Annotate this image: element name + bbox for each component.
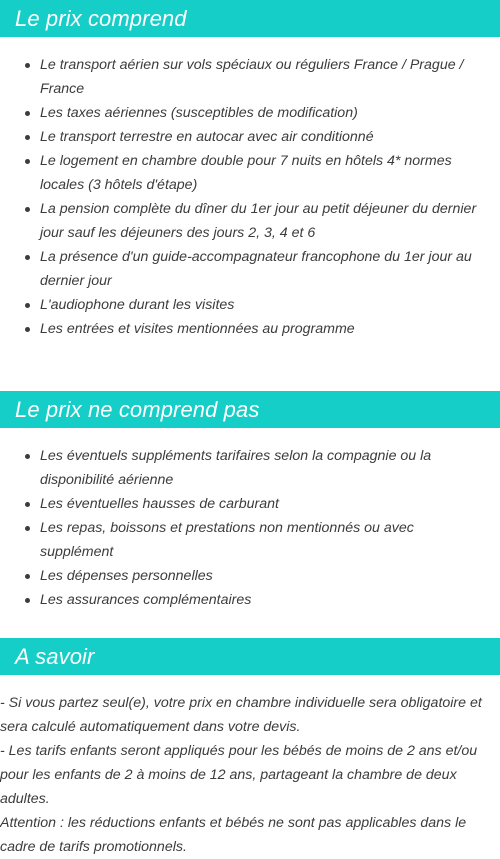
info-paragraph: - Les tarifs enfants seront appliqués pour les bébés de moins de 2 ans et/ou pour les enfants de 2 à moins de 12 ans, partageant la chambre de deux adultes.: [0, 743, 478, 807]
list-item: Les taxes aériennes (susceptibles de modification): [0, 101, 500, 125]
list-item: Les éventuels suppléments tarifaires selon la compagnie ou la disponibilité aérienne: [0, 444, 500, 492]
bullet-icon: [25, 111, 30, 116]
bullet-icon: [25, 526, 30, 531]
list-item: Le transport aérien sur vols spéciaux ou réguliers France / Prague / France: [0, 53, 500, 101]
list-item: La présence d'un guide-accompagnateur francophone du 1er jour au dernier jour: [0, 245, 500, 293]
bullet-icon: [25, 63, 30, 68]
list-item: Le logement en chambre double pour 7 nuits en hôtels 4* normes locales (3 hôtels d'étape): [0, 149, 500, 197]
section-header-info: [0, 638, 500, 675]
included-list: [0, 53, 500, 341]
excluded-list: [0, 444, 500, 612]
list-item: Les assurances complémentaires: [0, 588, 500, 612]
list-item: Le transport terrestre en autocar avec air conditionné: [0, 125, 500, 149]
bullet-icon: [25, 135, 30, 140]
list-item: Les entrées et visites mentionnées au programme: [0, 317, 500, 341]
list-item: La pension complète du dîner du 1er jour au petit déjeuner du dernier jour sauf les déjeuners des jours 2, 3, 4 et 6: [0, 197, 500, 245]
bullet-icon: [25, 159, 30, 164]
section-title-info: A savoir: [15, 643, 95, 669]
list-item: L'audiophone durant les visites: [0, 293, 500, 317]
bullet-icon: [25, 598, 30, 603]
list-item: Les repas, boissons et prestations non mentionnés ou avec supplément: [0, 516, 500, 564]
bullet-icon: [25, 454, 30, 459]
bullet-icon: [25, 207, 30, 212]
list-item: Les éventuelles hausses de carburant: [0, 492, 500, 516]
bullet-icon: [25, 574, 30, 579]
info-paragraph: Attention : les réductions enfants et bébés ne sont pas applicables dans le cadre de tarifs promotionnels.: [0, 815, 467, 855]
section-header-excluded: [0, 391, 500, 428]
list-item: Les dépenses personnelles: [0, 564, 500, 588]
info-paragraph: - Si vous partez seul(e), votre prix en chambre individuelle sera obligatoire et sera calculé automatiquement dans votre devis.: [0, 695, 482, 735]
bullet-icon: [25, 502, 30, 507]
bullet-icon: [25, 303, 30, 308]
section-header-included: [0, 0, 500, 37]
section-title-excluded: Le prix ne comprend pas: [15, 396, 260, 422]
section-title-included: Le prix comprend: [15, 5, 187, 31]
bullet-icon: [25, 327, 30, 332]
info-text: [0, 691, 500, 859]
bullet-icon: [25, 255, 30, 260]
